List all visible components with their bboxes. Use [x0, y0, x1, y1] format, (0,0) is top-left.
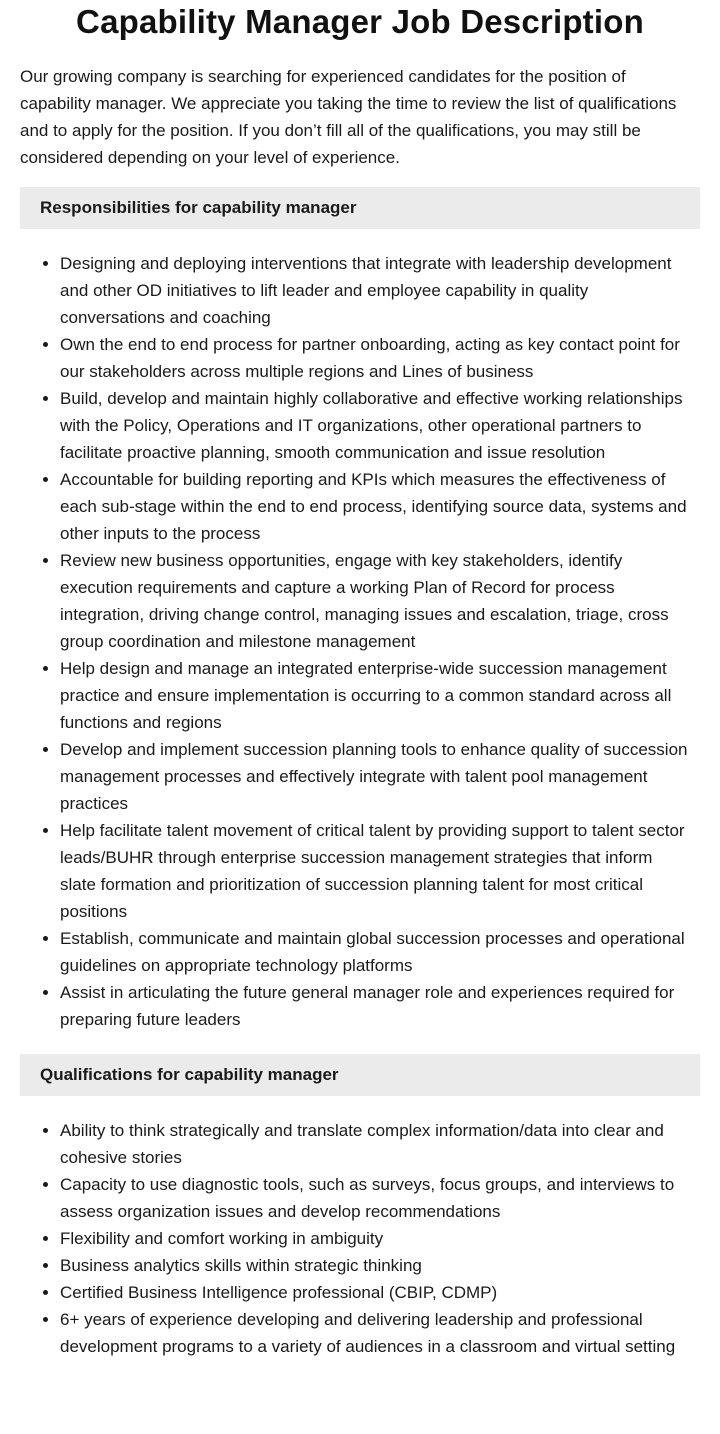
list-item: • Help design and manage an integrated enterprise-wide succession management practice and ensure implementation is occurring to a common standard across all functions and regions — [60, 655, 700, 736]
list-item: • Review new business opportunities, engage with key stakeholders, identify execution requirements and capture a working Plan of Record for process integration, driving change control, managing issues and escalation, triage, cross group coordination and milestone management — [60, 547, 700, 655]
responsibilities-heading: Responsibilities for capability manager — [20, 187, 700, 229]
list-item: • Capacity to use diagnostic tools, such as surveys, focus groups, and interviews to assess organization issues and develop recommendations — [60, 1171, 700, 1225]
list-item: • Accountable for building reporting and KPIs which measures the effectiveness of each sub-stage within the end to end process, identifying source data, systems and other inputs to the process — [60, 466, 700, 547]
list-item: • 6+ years of experience developing and delivering leadership and professional development programs to a variety of audiences in a classroom and virtual setting — [60, 1306, 700, 1360]
list-item: • Certified Business Intelligence professional (CBIP, CDMP) — [60, 1279, 700, 1306]
list-item: • Assist in articulating the future general manager role and experiences required for preparing future leaders — [60, 979, 700, 1033]
responsibilities-list — [20, 250, 700, 1033]
list-item: • Help facilitate talent movement of critical talent by providing support to talent sector leads/BUHR through enterprise succession management strategies that inform slate formation and prioritization of succession planning talent for most critical positions — [60, 817, 700, 925]
list-item: • Flexibility and comfort working in ambiguity — [60, 1225, 700, 1252]
intro-paragraph: Our growing company is searching for experienced candidates for the position of capability manager. We appreciate you taking the time to review the list of qualifications and to apply for the position. If you don’t fill all of the qualifications, you may still be considered depending on your level of experience. — [20, 67, 677, 167]
list-item: • Build, develop and maintain highly collaborative and effective working relationships with the Policy, Operations and IT organizations, other operational partners to facilitate proactive planning, smooth communication and issue resolution — [60, 385, 700, 466]
list-item: • Business analytics skills within strategic thinking — [60, 1252, 700, 1279]
list-item: • Establish, communicate and maintain global succession processes and operational guidelines on appropriate technology platforms — [60, 925, 700, 979]
qualifications-heading: Qualifications for capability manager — [20, 1054, 700, 1096]
list-item: • Own the end to end process for partner onboarding, acting as key contact point for our stakeholders across multiple regions and Lines of business — [60, 331, 700, 385]
list-item: • Designing and deploying interventions that integrate with leadership development and other OD initiatives to lift leader and employee capability in quality conversations and coaching — [60, 250, 700, 331]
list-item: • Ability to think strategically and translate complex information/data into clear and cohesive stories — [60, 1117, 700, 1171]
page-title: Capability Manager Job Description — [76, 3, 644, 40]
qualifications-list — [20, 1117, 700, 1360]
list-item: • Develop and implement succession planning tools to enhance quality of succession management processes and effectively integrate with talent pool management practices — [60, 736, 700, 817]
